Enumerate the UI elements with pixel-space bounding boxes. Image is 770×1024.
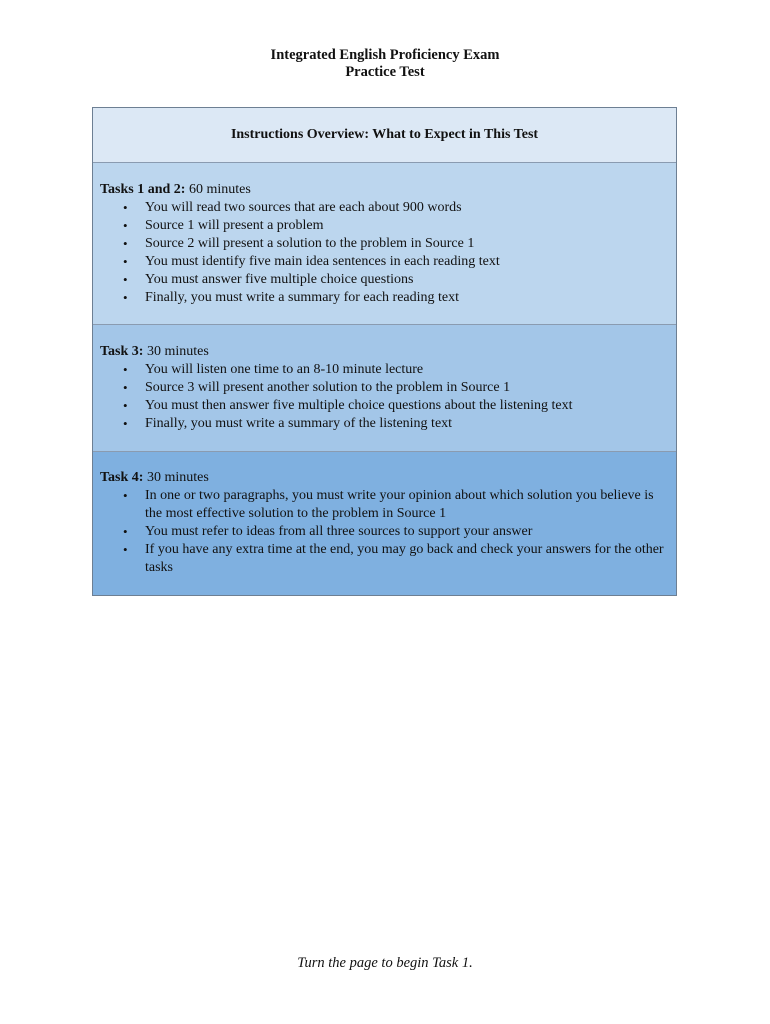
task-label: Task 4:	[100, 470, 144, 485]
list-item: • Finally, you must write a summary for each reading text	[145, 289, 668, 307]
task-duration: 30 minutes	[146, 344, 209, 359]
task-row-3	[93, 324, 676, 451]
list-item: • Finally, you must write a summary of the listening text	[145, 415, 668, 433]
list-item: • Source 1 will present a problem	[145, 217, 668, 235]
list-item: • In one or two paragraphs, you must write your opinion about which solution you believe is the most effective solution to the problem in Source 1	[145, 487, 668, 523]
task-title	[100, 469, 668, 487]
task-label: Task 3:	[100, 344, 144, 359]
task-duration: 60 minutes	[188, 182, 251, 197]
task-bullet-list	[100, 487, 668, 577]
task-duration: 30 minutes	[146, 470, 209, 485]
task-bullet-list	[100, 361, 668, 433]
list-item: • Source 2 will present a solution to the problem in Source 1	[145, 235, 668, 253]
list-item: • You will listen one time to an 8-10 minute lecture	[145, 361, 668, 379]
page-header	[0, 47, 770, 81]
task-label: Tasks 1 and 2:	[100, 182, 186, 197]
task-bullet-list	[100, 199, 668, 307]
page-subtitle: Practice Test	[345, 64, 425, 80]
task-title	[100, 181, 668, 199]
list-item: • You must identify five main idea sentences in each reading text	[145, 253, 668, 271]
task-row-4	[93, 451, 676, 595]
list-item: • You must then answer five multiple choice questions about the listening text	[145, 397, 668, 415]
list-item: • If you have any extra time at the end, you may go back and check your answers for the other tasks	[145, 541, 668, 577]
list-item: • You must answer five multiple choice questions	[145, 271, 668, 289]
instructions-table	[92, 107, 677, 596]
task-title	[100, 343, 668, 361]
list-item: • You will read two sources that are each about 900 words	[145, 199, 668, 217]
table-heading-row	[93, 108, 676, 162]
footer-note: Turn the page to begin Task 1.	[297, 955, 473, 971]
list-item: • You must refer to ideas from all three sources to support your answer	[145, 523, 668, 541]
task-row-1-2	[93, 162, 676, 324]
table-heading: Instructions Overview: What to Expect in This Test	[230, 127, 539, 142]
list-item: • Source 3 will present another solution to the problem in Source 1	[145, 379, 668, 397]
page-title: Integrated English Proficiency Exam	[270, 47, 500, 63]
